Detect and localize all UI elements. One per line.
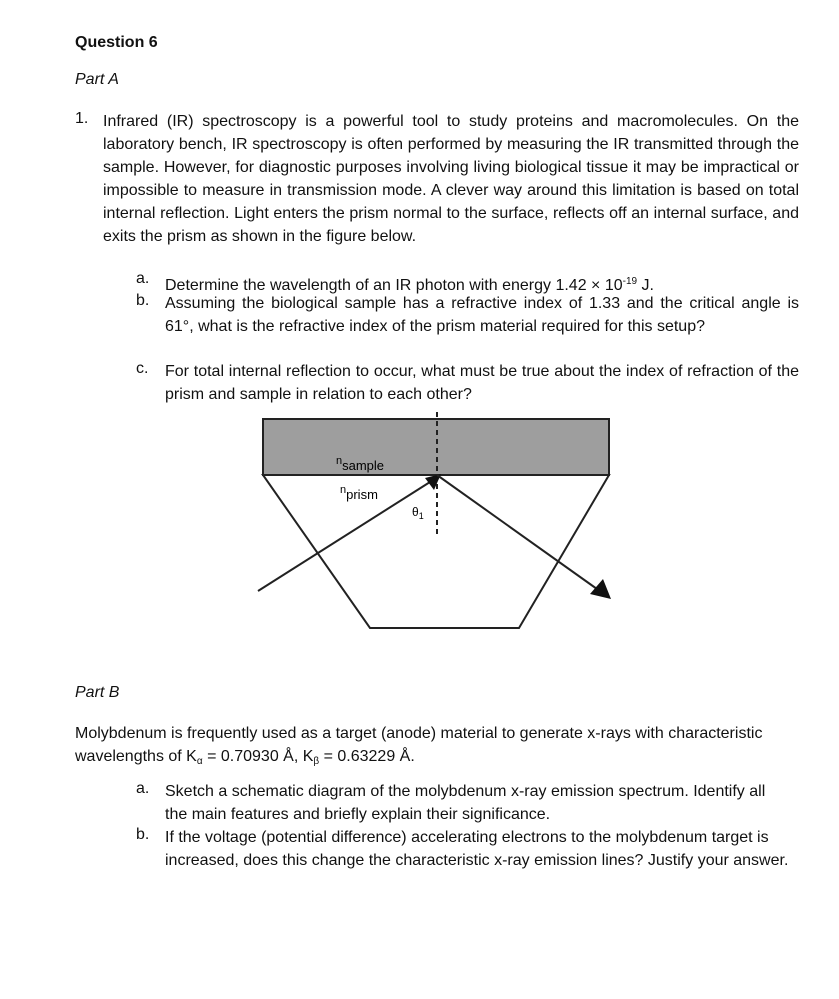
item-a-text-post: J. [637,277,654,294]
reflected-arrowhead [590,579,611,599]
k-alpha-sub: α [196,756,203,767]
item-a-text-pre: Determine the wavelength of an IR photon with energy 1.42 × 10 [165,277,623,294]
part-b-intro [75,722,775,773]
item-b-text: Assuming the biological sample has a refractive index of 1.33 and the critical angle is 61°, what is the refractive index of the prism material required for this setup? [165,295,799,335]
incident-ray [258,482,430,591]
part-b-item-a-text: Sketch a schematic diagram of the molybdenum x-ray emission spectrum. Identify all the main features and briefly explain their significance. [165,783,766,823]
item-c-marker: c. [136,360,149,377]
item-c-text: For total internal reflection to occur, what must be true about the index of refraction of the prism and sample in relation to each other? [165,363,799,403]
part-b-item-a-marker: a. [136,780,150,797]
part-b-item-b-text: If the voltage (potential difference) accelerating electrons to the molybdenum target is increased, does this change the characteristic x-ray emission lines? Justify your answer. [165,829,789,869]
part-a-intro: Infrared (IR) spectroscopy is a powerful tool to study proteins and macromolecules. On the laboratory bench, IR spectroscopy is often performed by measuring the IR transmitted through the sample. However, for diagnostic purposes involving living biological tissue it may be impractical or impossible to measure in transmission mode. A clever way around this limitation is based on total internal reflection. Light enters the prism normal to the surface, reflects off an internal surface, and exits the prism as shown in the figure below. [103,113,799,245]
part-a-label: Part A [75,71,119,88]
part-b-intro-pre: Molybdenum is frequently used as a target (anode) material to generate x-rays with characteristic wavelengths of K [75,725,763,765]
n-sample-label: $^n$sample [336,455,385,473]
n-prism-label: $^n$prism [340,484,378,502]
k-beta-sub: β [313,756,320,767]
question-title: Question 6 [75,34,158,51]
part-b-label: Part B [75,684,120,701]
item-a-exponent: -19 [622,276,638,287]
theta-label: $\theta_1$ [412,505,424,521]
reflected-ray [437,475,597,589]
k-alpha-value: = 0.70930 Å, K [202,748,314,765]
prism-figure [230,410,630,640]
part-b-item-b-marker: b. [136,826,150,843]
question-number: 1. [75,110,89,127]
k-beta-value: = 0.63229 Å. [319,748,415,765]
item-b-marker: b. [136,292,150,309]
item-a-marker: a. [136,270,150,287]
